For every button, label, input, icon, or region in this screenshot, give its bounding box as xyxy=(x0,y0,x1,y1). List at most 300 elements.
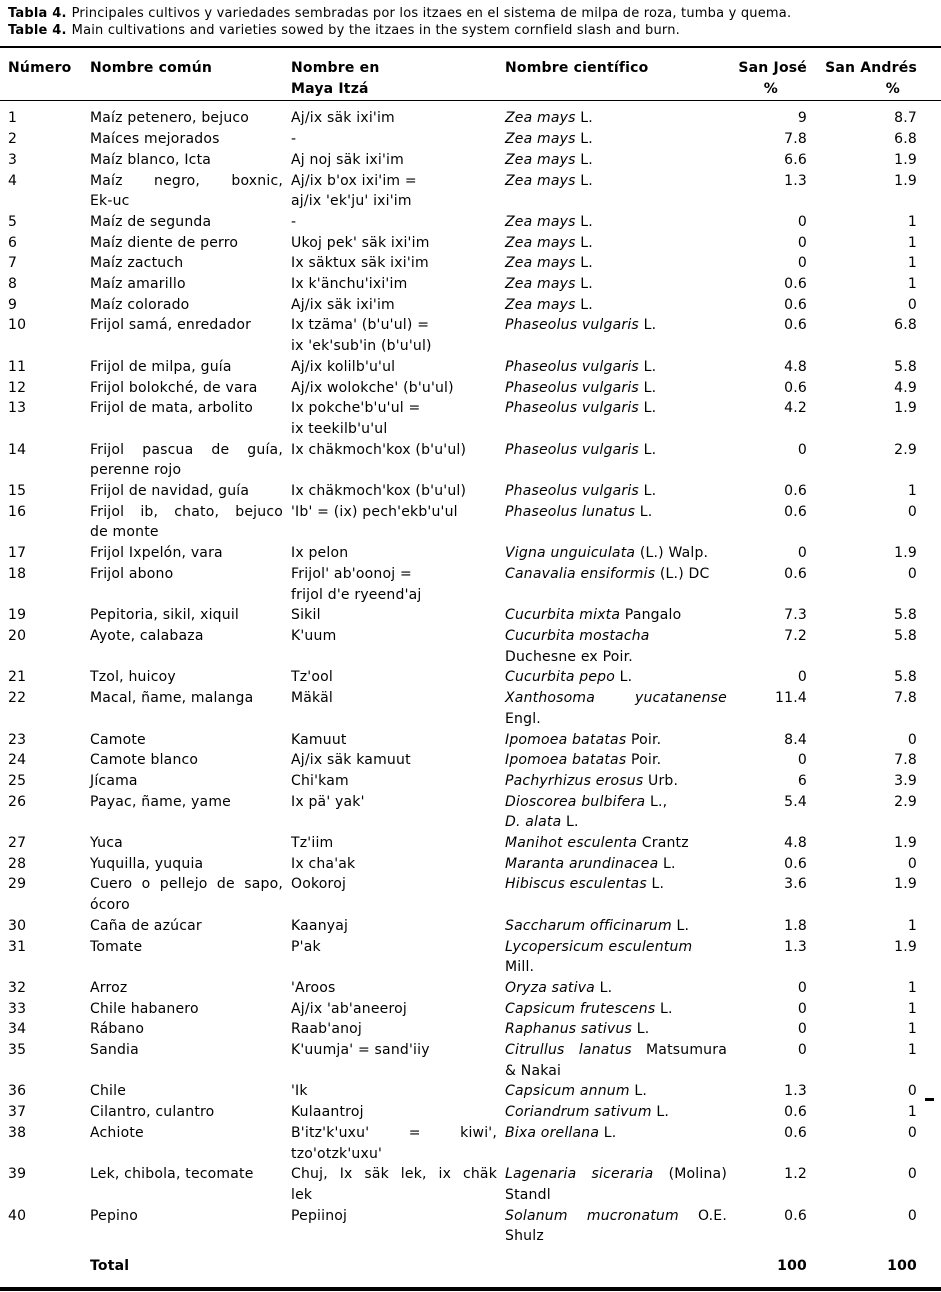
scientific-name: Zea mays L. xyxy=(505,213,593,230)
table-row xyxy=(0,274,941,295)
scientific-name: Citrullus lanatus Matsumura & Nakai xyxy=(505,1042,727,1079)
table-row xyxy=(0,1164,941,1205)
san-andres-value: 1 xyxy=(907,255,917,272)
san-andres-value: 1.9 xyxy=(894,835,917,852)
san-andres-value: 6.8 xyxy=(894,317,917,334)
maya-name: Aj/ix b'ox ixi'im = aj/ix 'ek'ju' ixi'im xyxy=(291,172,417,210)
scientific-name: Ipomoea batatas Poir. xyxy=(505,731,662,748)
table-row xyxy=(0,626,941,667)
san-jose-value: 8.4 xyxy=(784,731,807,748)
common-name: Chile habanero xyxy=(90,1000,199,1017)
san-andres-value: 0 xyxy=(907,1083,917,1100)
row-number: 29 xyxy=(8,876,27,893)
san-andres-value: 1.9 xyxy=(894,172,917,189)
san-jose-value: 0.6 xyxy=(784,317,807,334)
common-name: Maíz de segunda xyxy=(90,213,212,230)
san-andres-value: 8.7 xyxy=(894,110,917,127)
table-row xyxy=(0,357,941,378)
san-jose-value: 1.3 xyxy=(784,1083,807,1100)
maya-name: Aj/ix 'ab'aneeroj xyxy=(291,1000,407,1017)
table-row xyxy=(0,315,941,356)
common-name: Cuero o pellejo de sapo, ócoro xyxy=(90,876,283,914)
scientific-name: Canavalia ensiformis (L.) DC xyxy=(505,565,710,582)
col-header-numero xyxy=(0,47,90,101)
common-name: Maíz blanco, Icta xyxy=(90,151,212,168)
scientific-name: Cucurbita pepo L. xyxy=(505,669,633,686)
maya-name: Aj/ix säk kamuut xyxy=(291,752,411,769)
common-name: Frijol de mata, arbolito xyxy=(90,400,254,417)
caption-spanish xyxy=(8,5,933,22)
common-name: Frijol bolokché, de vara xyxy=(90,379,258,396)
crops-table xyxy=(0,46,941,1291)
san-andres-value: 7.8 xyxy=(894,752,917,769)
row-number: 35 xyxy=(8,1042,27,1059)
maya-name: B'itz'k'uxu' = kiwi', tzo'otzk'uxu' xyxy=(291,1124,497,1162)
common-name: Frijol samá, enredador xyxy=(90,317,252,334)
san-andres-value: 7.8 xyxy=(894,690,917,707)
table-row xyxy=(0,978,941,999)
maya-name: Kaanyaj xyxy=(291,917,349,934)
common-name: Camote blanco xyxy=(90,752,199,769)
maya-name: Tz'ool xyxy=(291,669,333,686)
table-body xyxy=(0,101,941,1289)
san-andres-value: 0 xyxy=(907,1207,917,1224)
row-number: 14 xyxy=(8,441,27,458)
maya-name: Ix k'änchu'ixi'im xyxy=(291,276,408,293)
san-andres-value: 6.8 xyxy=(894,131,917,148)
table-row xyxy=(0,1206,941,1247)
row-number: 40 xyxy=(8,1207,27,1224)
common-name: Maíz colorado xyxy=(90,296,190,313)
table-row xyxy=(0,833,941,854)
common-name: Maíz zactuch xyxy=(90,255,184,272)
table-row xyxy=(0,688,941,729)
maya-name: Aj/ix wolokche' (b'u'ul) xyxy=(291,379,454,396)
common-name: Yuca xyxy=(90,835,123,852)
common-name: Yuquilla, yuquia xyxy=(90,855,204,872)
san-jose-value: 0 xyxy=(797,979,807,996)
san-andres-value: 1.9 xyxy=(894,938,917,955)
common-name: Chile xyxy=(90,1083,127,1100)
common-name: Maíces mejorados xyxy=(90,131,220,148)
san-jose-value: 4.8 xyxy=(784,358,807,375)
caption-spanish-text: Principales cultivos y variedades sembradas por los itzaes en el sistema de milpa de roza, tumba y quema. xyxy=(71,6,792,21)
row-number: 39 xyxy=(8,1166,27,1183)
table-header xyxy=(0,47,941,101)
row-number: 4 xyxy=(8,172,18,189)
row-number: 21 xyxy=(8,669,27,686)
san-andres-value: 0 xyxy=(907,565,917,582)
table-row xyxy=(0,750,941,771)
san-andres-value: 1 xyxy=(907,979,917,996)
common-name: Frijol de navidad, guía xyxy=(90,483,250,500)
row-number: 30 xyxy=(8,917,27,934)
table-row xyxy=(0,543,941,564)
san-andres-value: 4.9 xyxy=(894,379,917,396)
san-jose-value: 6 xyxy=(797,772,807,789)
row-number: 24 xyxy=(8,752,27,769)
table-row xyxy=(0,212,941,233)
row-number: 17 xyxy=(8,545,27,562)
scientific-name: Zea mays L. xyxy=(505,172,593,189)
scientific-name: Pachyrhizus erosus Urb. xyxy=(505,772,679,789)
common-name: Lek, chibola, tecomate xyxy=(90,1166,254,1183)
row-number: 18 xyxy=(8,565,27,582)
common-name: Pepitoria, sikil, xiquil xyxy=(90,607,239,624)
header-numero-label: Número xyxy=(8,60,72,76)
scientific-name: Manihot esculenta Crantz xyxy=(505,835,689,852)
row-number: 36 xyxy=(8,1083,27,1100)
common-name: Pepino xyxy=(90,1207,138,1224)
san-andres-value: 5.8 xyxy=(894,627,917,644)
row-number: 6 xyxy=(8,234,18,251)
san-jose-value: 0.6 xyxy=(784,379,807,396)
san-jose-value: 1.3 xyxy=(784,938,807,955)
scientific-name: Lycopersicum esculentum Mill. xyxy=(505,938,693,976)
maya-name: 'Ib' = (ix) pech'ekb'u'ul xyxy=(291,503,458,520)
maya-name: Kulaantroj xyxy=(291,1104,364,1121)
maya-name: - xyxy=(291,213,297,230)
scientific-name: Zea mays L. xyxy=(505,296,593,313)
table-row xyxy=(0,253,941,274)
maya-name: K'uum xyxy=(291,627,337,644)
san-andres-value: 1.9 xyxy=(894,400,917,417)
san-andres-value: 0 xyxy=(907,855,917,872)
san-andres-value: 1 xyxy=(907,1042,917,1059)
san-andres-value: 2.9 xyxy=(894,441,917,458)
common-name: Maíz amarillo xyxy=(90,276,186,293)
table-row xyxy=(0,999,941,1020)
row-number: 38 xyxy=(8,1124,27,1141)
maya-name: K'uumja' = sand'iiy xyxy=(291,1042,430,1059)
san-jose-value: 0 xyxy=(797,752,807,769)
col-header-nombre-maya xyxy=(291,47,505,101)
common-name: Cilantro, culantro xyxy=(90,1104,215,1121)
row-number: 32 xyxy=(8,979,27,996)
maya-name: Frijol' ab'oonoj = frijol d'e ryeend'aj xyxy=(291,565,422,603)
table-row xyxy=(0,1081,941,1102)
scientific-name: Xanthosoma yucatanense Engl. xyxy=(505,690,727,727)
san-andres-value: 0 xyxy=(907,1124,917,1141)
total-san-jose-value: 100 xyxy=(777,1258,807,1275)
scientific-name: Saccharum officinarum L. xyxy=(505,917,690,934)
row-number: 3 xyxy=(8,151,18,168)
header-san-jose-percent: % xyxy=(763,80,778,97)
scientific-name: Oryza sativa L. xyxy=(505,979,613,996)
header-san-jose-label: San José xyxy=(738,60,807,76)
table-row xyxy=(0,1123,941,1164)
row-number: 1 xyxy=(8,110,18,127)
san-jose-value: 1.3 xyxy=(784,172,807,189)
scientific-name: Ipomoea batatas Poir. xyxy=(505,752,662,769)
table-row xyxy=(0,874,941,915)
maya-name: Ix chäkmoch'kox (b'u'ul) xyxy=(291,483,467,500)
table-row xyxy=(0,378,941,399)
san-andres-value: 1.9 xyxy=(894,876,917,893)
row-number: 26 xyxy=(8,793,27,810)
table-row xyxy=(0,129,941,150)
scientific-name: Zea mays L. xyxy=(505,151,593,168)
common-name: Maíz diente de perro xyxy=(90,234,239,251)
row-number: 7 xyxy=(8,255,18,272)
row-number: 37 xyxy=(8,1104,27,1121)
maya-name: Chi'kam xyxy=(291,772,349,789)
row-number: 15 xyxy=(8,483,27,500)
maya-name: Aj/ix säk ixi'im xyxy=(291,296,395,313)
caption-spanish-label: Tabla 4. xyxy=(8,6,67,21)
san-andres-value: 1 xyxy=(907,234,917,251)
caption-english-text: Main cultivations and varieties sowed by the itzaes in the system cornfield slash and burn. xyxy=(71,23,680,38)
table-row xyxy=(0,440,941,481)
san-jose-value: 0 xyxy=(797,545,807,562)
total-label: Total xyxy=(90,1258,130,1275)
common-name: Jícama xyxy=(90,772,138,789)
table-row xyxy=(0,564,941,605)
san-jose-value: 4.8 xyxy=(784,835,807,852)
common-name: Caña de azúcar xyxy=(90,917,202,934)
row-number: 20 xyxy=(8,627,27,644)
scientific-name: Vigna unguiculata (L.) Walp. xyxy=(505,545,709,562)
san-jose-value: 0.6 xyxy=(784,503,807,520)
row-number: 22 xyxy=(8,690,27,707)
san-jose-value: 0 xyxy=(797,234,807,251)
caption-english xyxy=(8,22,933,39)
san-andres-value: 1 xyxy=(907,1104,917,1121)
maya-name: Chuj, Ix säk lek, ix chäk lek xyxy=(291,1166,497,1203)
san-andres-value: 3.9 xyxy=(894,772,917,789)
table-row xyxy=(0,171,941,212)
header-row xyxy=(0,47,941,101)
maya-name: Ukoj pek' säk ixi'im xyxy=(291,234,430,251)
scan-artifact-tick xyxy=(925,1098,934,1101)
row-number: 16 xyxy=(8,503,27,520)
san-andres-value: 5.8 xyxy=(894,669,917,686)
san-jose-value: 9 xyxy=(797,110,807,127)
scientific-name: Phaseolus lunatus L. xyxy=(505,503,653,520)
maya-name: Ix tzäma' (b'u'ul) = ix 'ek'sub'in (b'u'ul) xyxy=(291,317,432,355)
san-andres-value: 1.9 xyxy=(894,545,917,562)
common-name: Frijol de milpa, guía xyxy=(90,358,232,375)
scientific-name: Phaseolus vulgaris L. xyxy=(505,358,657,375)
scientific-name: Cucurbita mixta Pangalo xyxy=(505,607,682,624)
san-jose-value: 0 xyxy=(797,669,807,686)
common-name: Ayote, calabaza xyxy=(90,627,204,644)
scientific-name: Phaseolus vulgaris L. xyxy=(505,483,657,500)
table-row xyxy=(0,916,941,937)
san-andres-value: 2.9 xyxy=(894,793,917,810)
row-number: 31 xyxy=(8,938,27,955)
san-jose-value: 0.6 xyxy=(784,276,807,293)
table-row xyxy=(0,937,941,978)
san-andres-value: 5.8 xyxy=(894,607,917,624)
header-maya-line1: Nombre en xyxy=(291,60,380,76)
common-name: Macal, ñame, malanga xyxy=(90,690,254,707)
scientific-name: Dioscorea bulbifera L., D. alata L. xyxy=(505,793,668,831)
maya-name: Aj noj säk ixi'im xyxy=(291,151,404,168)
table-captions xyxy=(0,0,941,39)
san-andres-value: 0 xyxy=(907,1166,917,1183)
maya-name: Ix chäkmoch'kox (b'u'ul) xyxy=(291,441,467,458)
san-jose-value: 0 xyxy=(797,255,807,272)
table-row xyxy=(0,295,941,316)
scientific-name: Bixa orellana L. xyxy=(505,1124,617,1141)
common-name: Frijol abono xyxy=(90,565,174,582)
san-andres-value: 5.8 xyxy=(894,358,917,375)
scientific-name: Phaseolus vulgaris L. xyxy=(505,379,657,396)
maya-name: Aj/ix säk ixi'im xyxy=(291,110,395,127)
scientific-name: Capsicum annum L. xyxy=(505,1083,648,1100)
san-jose-value: 0 xyxy=(797,1042,807,1059)
maya-name: Sikil xyxy=(291,607,321,624)
total-scientific xyxy=(505,1247,727,1289)
row-number: 11 xyxy=(8,358,27,375)
header-cientifico-label: Nombre científico xyxy=(505,60,649,76)
table-row xyxy=(0,233,941,254)
san-jose-value: 1.8 xyxy=(784,917,807,934)
row-number: 28 xyxy=(8,855,27,872)
maya-name: Ix pä' yak' xyxy=(291,793,365,810)
col-header-san-jose xyxy=(727,47,807,101)
maya-name: Ix säktux säk ixi'im xyxy=(291,255,429,272)
maya-name: Raab'anoj xyxy=(291,1021,363,1038)
san-jose-value: 0.6 xyxy=(784,1124,807,1141)
san-andres-value: 1 xyxy=(907,917,917,934)
scientific-name: Raphanus sativus L. xyxy=(505,1021,650,1038)
total-row xyxy=(0,1247,941,1289)
san-jose-value: 0.6 xyxy=(784,1104,807,1121)
table-row xyxy=(0,101,941,129)
common-name: Frijol ib, chato, bejuco de monte xyxy=(90,503,283,541)
row-number: 25 xyxy=(8,772,27,789)
scientific-name: Zea mays L. xyxy=(505,276,593,293)
maya-name: Ix pokche'b'u'ul = ix teekilb'u'ul xyxy=(291,400,421,437)
san-jose-value: 1.2 xyxy=(784,1166,807,1183)
scientific-name: Maranta arundinacea L. xyxy=(505,855,676,872)
scientific-name: Zea mays L. xyxy=(505,255,593,272)
common-name: Arroz xyxy=(90,979,128,996)
row-number: 8 xyxy=(8,276,18,293)
header-san-andres-label: San Andrés xyxy=(825,60,917,76)
header-comun-label: Nombre común xyxy=(90,60,213,76)
table-row xyxy=(0,1019,941,1040)
table-row xyxy=(0,771,941,792)
san-andres-value: 1 xyxy=(907,1000,917,1017)
row-number: 9 xyxy=(8,296,18,313)
maya-name: Aj/ix kolilb'u'ul xyxy=(291,358,396,375)
row-number: 23 xyxy=(8,731,27,748)
san-jose-value: 0 xyxy=(797,1021,807,1038)
row-number: 5 xyxy=(8,213,18,230)
row-number: 34 xyxy=(8,1021,27,1038)
san-jose-value: 4.2 xyxy=(784,400,807,417)
total-maya xyxy=(291,1247,505,1289)
san-jose-value: 11.4 xyxy=(775,690,807,707)
common-name: Tzol, huicoy xyxy=(90,669,176,686)
header-maya-line2: Maya Itzá xyxy=(291,80,369,97)
scientific-name: Coriandrum sativum L. xyxy=(505,1104,670,1121)
scientific-name: Phaseolus vulgaris L. xyxy=(505,317,657,334)
total-row-number xyxy=(0,1247,90,1289)
maya-name: P'ak xyxy=(291,938,321,955)
maya-name: Ookoroj xyxy=(291,876,347,893)
maya-name: Kamuut xyxy=(291,731,347,748)
san-jose-value: 0.6 xyxy=(784,855,807,872)
scientific-name: Capsicum frutescens L. xyxy=(505,1000,673,1017)
table-row xyxy=(0,667,941,688)
scientific-name: Zea mays L. xyxy=(505,110,593,127)
maya-name: 'Ik xyxy=(291,1083,308,1100)
row-number: 2 xyxy=(8,131,18,148)
row-number: 27 xyxy=(8,835,27,852)
table-row xyxy=(0,150,941,171)
header-san-andres-percent: % xyxy=(885,80,900,97)
san-jose-value: 7.2 xyxy=(784,627,807,644)
scientific-name: Phaseolus vulgaris L. xyxy=(505,441,657,458)
san-andres-value: 1 xyxy=(907,213,917,230)
maya-name: - xyxy=(291,131,297,148)
row-number: 13 xyxy=(8,400,27,417)
maya-name: Pepiinoj xyxy=(291,1207,348,1224)
scientific-name: Phaseolus vulgaris L. xyxy=(505,400,657,417)
col-header-nombre-cientifico xyxy=(505,47,727,101)
row-number: 10 xyxy=(8,317,27,334)
san-andres-value: 1 xyxy=(907,1021,917,1038)
scientific-name: Hibiscus esculentas L. xyxy=(505,876,665,893)
table-row xyxy=(0,481,941,502)
scientific-name: Lagenaria siceraria (Molina) Standl xyxy=(505,1166,727,1203)
scientific-name: Solanum mucronatum O.E. Shulz xyxy=(505,1207,727,1245)
san-jose-value: 0.6 xyxy=(784,483,807,500)
maya-name: Ix cha'ak xyxy=(291,855,356,872)
san-jose-value: 3.6 xyxy=(784,876,807,893)
common-name: Camote xyxy=(90,731,146,748)
row-number: 33 xyxy=(8,1000,27,1017)
row-number: 19 xyxy=(8,607,27,624)
san-jose-value: 7.3 xyxy=(784,607,807,624)
san-jose-value: 0 xyxy=(797,441,807,458)
scientific-name: Zea mays L. xyxy=(505,234,593,251)
san-jose-value: 0.6 xyxy=(784,1207,807,1224)
col-header-san-andres xyxy=(807,47,941,101)
common-name: Maíz petenero, bejuco xyxy=(90,110,250,127)
san-andres-value: 0 xyxy=(907,731,917,748)
common-name: Maíz negro, boxnic, Ek-uc xyxy=(90,172,283,210)
common-name: Sandia xyxy=(90,1042,139,1059)
san-jose-value: 5.4 xyxy=(784,793,807,810)
maya-name: Tz'iim xyxy=(291,835,334,852)
col-header-nombre-comun xyxy=(90,47,291,101)
san-jose-value: 0 xyxy=(797,1000,807,1017)
total-san-andres-value: 100 xyxy=(887,1258,917,1275)
maya-name: Mäkäl xyxy=(291,690,333,707)
table-row xyxy=(0,398,941,439)
table-row xyxy=(0,792,941,833)
san-andres-value: 0 xyxy=(907,296,917,313)
maya-name: Ix pelon xyxy=(291,545,349,562)
table-row xyxy=(0,730,941,751)
san-jose-value: 7.8 xyxy=(784,131,807,148)
san-andres-value: 1.9 xyxy=(894,151,917,168)
caption-english-label: Table 4. xyxy=(8,23,67,38)
san-jose-value: 6.6 xyxy=(784,151,807,168)
san-andres-value: 0 xyxy=(907,503,917,520)
common-name: Frijol Ixpelón, vara xyxy=(90,545,223,562)
row-number: 12 xyxy=(8,379,27,396)
table-row xyxy=(0,605,941,626)
common-name: Payac, ñame, yame xyxy=(90,793,231,810)
san-andres-value: 1 xyxy=(907,276,917,293)
scientific-name: Cucurbita mostacha Duchesne ex Poir. xyxy=(505,627,650,665)
